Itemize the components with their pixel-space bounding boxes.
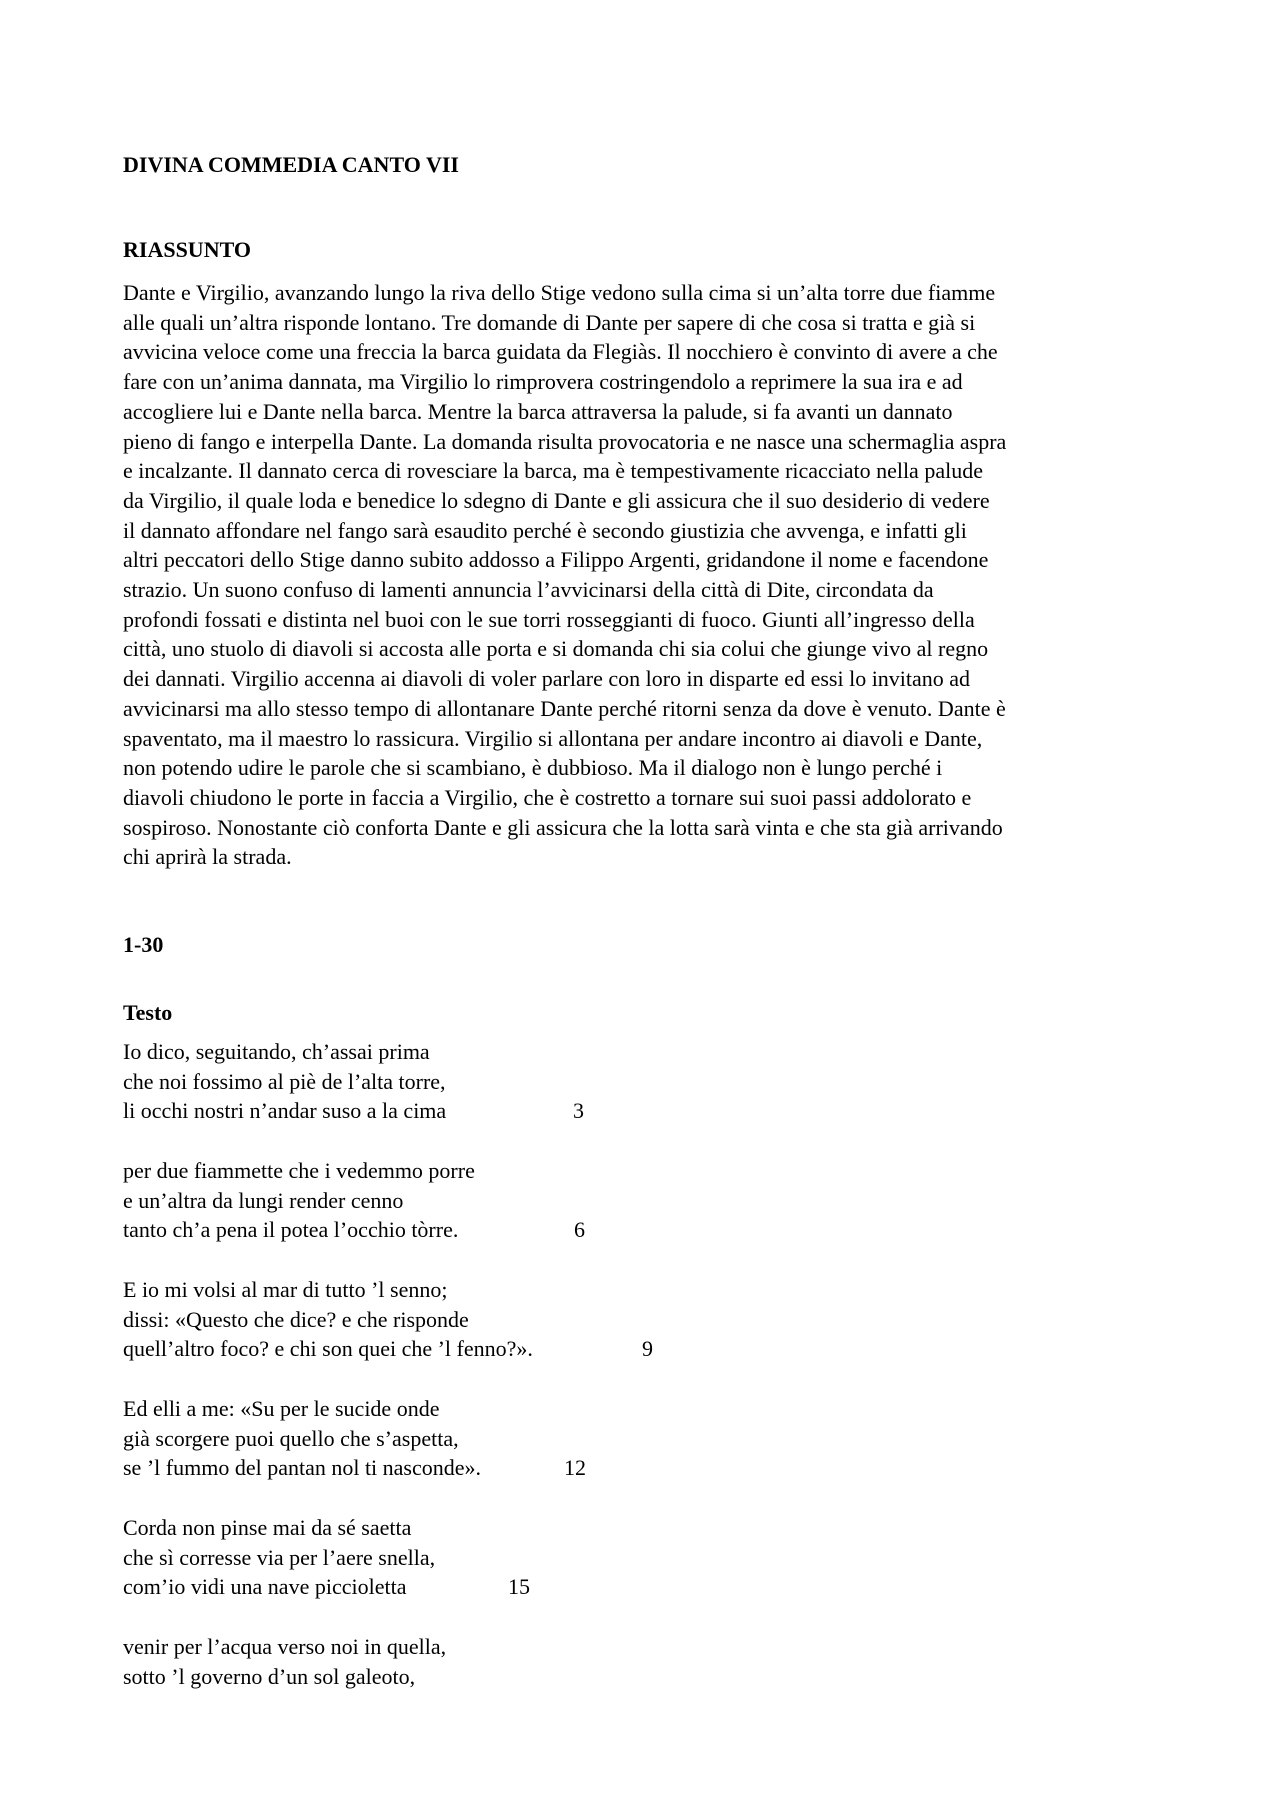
summary-line: altri peccatori dello Stige danno subito addosso a Filippo Argenti, gridandone il nome e facendone — [123, 547, 989, 573]
verse-line: Ed elli a me: «Su per le sucide onde — [123, 1396, 440, 1421]
verse-line: E io mi volsi al mar di tutto ’l senno; — [123, 1277, 448, 1302]
summary-line: profondi fossati e distinta nel buoi con le sue torri rosseggianti di fuoco. Giunti all’ingresso della — [123, 606, 975, 632]
summary-line: spaventato, ma il maestro lo rassicura. Virgilio si allontana per andare incontro ai diavoli e Dante, — [123, 725, 983, 751]
verse-number: 6 — [574, 1217, 585, 1243]
verse-line: e un’altra da lungi render cenno — [123, 1187, 404, 1213]
summary-line: il dannato affondare nel fango sarà esaudito perché è secondo giustizia che avvenga, e infatti gli — [123, 517, 967, 543]
verse-text: com’io vidi una nave piccioletta — [123, 1574, 407, 1600]
summary-line: da Virgilio, il quale loda e benedice lo sdegno di Dante e gli assicura che il suo desiderio di vedere — [123, 487, 990, 513]
verse-range-heading: 1-30 — [123, 932, 164, 957]
verse-line: che noi fossimo al piè de l’alta torre, — [123, 1068, 446, 1094]
summary-line: accogliere lui e Dante nella barca. Mentre la barca attraversa la palude, si fa avanti un dannato — [123, 398, 953, 424]
text-heading: Testo — [123, 1000, 173, 1025]
tercet — [123, 1394, 586, 1483]
summary-line: città, uno stuolo di diavoli si accosta alle porta e si domanda chi sia colui che giunge vivo al regno — [123, 636, 989, 662]
verse-line: dissi: «Questo che dice? e che risponde — [123, 1306, 469, 1332]
verse-text: tanto ch’a pena il potea l’occhio tòrre. — [123, 1217, 459, 1243]
verse-line — [123, 1453, 586, 1483]
document-title: DIVINA COMMEDIA CANTO VII — [123, 152, 459, 177]
verse-line: venir per l’acqua verso noi in quella, — [123, 1634, 447, 1659]
verse-line — [123, 1096, 584, 1126]
verse-text: se ’l fummo del pantan nol ti nasconde». — [123, 1455, 482, 1481]
verse-number: 15 — [508, 1574, 530, 1600]
summary-line: alle quali un’altra risponde lontano. Tre domande di Dante per sapere di che cosa si tratta e già si — [123, 309, 976, 335]
verse-number: 9 — [642, 1336, 653, 1362]
verse-line: già scorgere puoi quello che s’aspetta, — [123, 1425, 459, 1451]
summary-line: strazio. Un suono confuso di lamenti annuncia l’avvicinarsi della città di Dite, circondata da — [123, 577, 934, 603]
verse-line: Io dico, seguitando, ch’assai prima — [123, 1039, 430, 1064]
verse-text: quell’altro foco? e chi son quei che ’l fenno?». — [123, 1336, 533, 1362]
summary-line: chi aprirà la strada. — [123, 844, 292, 870]
summary-line: diavoli chiudono le porte in faccia a Virgilio, che è costretto a tornare sui suoi passi addolorato e — [123, 784, 972, 810]
tercet — [123, 1275, 653, 1364]
verse-line: che sì corresse via per l’aere snella, — [123, 1544, 436, 1570]
verse-line — [123, 1334, 653, 1364]
summary-line: sospiroso. Nonostante ciò conforta Dante e gli assicura che la lotta sarà vinta e che sta già arrivando — [123, 814, 1003, 840]
summary-heading: RIASSUNTO — [123, 237, 251, 262]
tercet — [123, 1632, 446, 1691]
summary-line: pieno di fango e interpella Dante. La domanda risulta provocatoria e ne nasce una schermaglia aspra — [123, 428, 1007, 454]
summary-line: avvicina veloce come una freccia la barca guidata da Flegiàs. Il nocchiero è convinto di avere a che — [123, 339, 998, 365]
verse-text: li occhi nostri n’andar suso a la cima — [123, 1098, 447, 1124]
summary-paragraph — [123, 278, 1173, 872]
verse-line: per due fiammette che i vedemmo porre — [123, 1158, 475, 1183]
verse-line — [123, 1572, 530, 1602]
tercet — [123, 1513, 530, 1602]
tercet — [123, 1037, 584, 1126]
summary-line: dei dannati. Virgilio accenna ai diavoli di voler parlare con loro in disparte ed essi lo invitano ad — [123, 666, 971, 692]
summary-line: fare con un’anima dannata, ma Virgilio lo rimprovera costringendolo a reprimere la sua ira e ad — [123, 369, 963, 395]
verse-number: 3 — [573, 1098, 584, 1124]
verse-line: sotto ’l governo d’un sol galeoto, — [123, 1663, 416, 1689]
summary-line: non potendo udire le parole che si scambiano, è dubbioso. Ma il dialogo non è lungo perché i — [123, 755, 943, 781]
summary-line: e incalzante. Il dannato cerca di rovesciare la barca, ma è tempestivamente ricacciato nella palude — [123, 458, 983, 484]
verse-number: 12 — [564, 1455, 586, 1481]
summary-line: Dante e Virgilio, avanzando lungo la riva dello Stige vedono sulla cima si un’alta torre due fiamme — [123, 280, 996, 305]
verse-line — [123, 1215, 585, 1245]
summary-line: avvicinarsi ma allo stesso tempo di allontanare Dante perché ritorni senza da dove è venuto. Dante è — [123, 695, 1006, 721]
verse-line: Corda non pinse mai da sé saetta — [123, 1515, 412, 1540]
tercet — [123, 1156, 585, 1245]
